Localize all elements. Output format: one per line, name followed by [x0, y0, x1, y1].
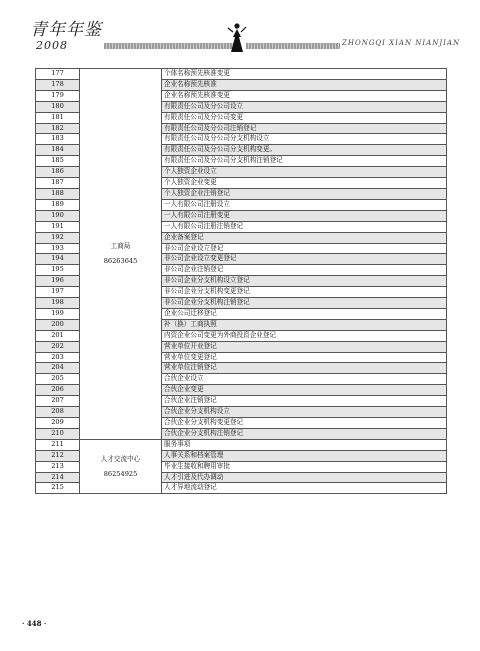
item-description: 毕业生接收和聘用审批 [162, 461, 447, 472]
item-number: 209 [36, 418, 80, 429]
item-number: 190 [36, 210, 80, 221]
page-number: · 448 · [22, 619, 47, 628]
item-number: 202 [36, 341, 80, 352]
page-header [26, 22, 466, 56]
item-number: 187 [36, 178, 80, 189]
item-description: 人事关系和档案管理 [162, 450, 447, 461]
item-number: 181 [36, 112, 80, 123]
item-number: 180 [36, 101, 80, 112]
item-number: 201 [36, 330, 80, 341]
item-number: 196 [36, 276, 80, 287]
item-number: 191 [36, 221, 80, 232]
department-phone: 86254925 [103, 470, 138, 479]
dancer-icon [226, 22, 248, 54]
department-phone: 86263645 [103, 257, 138, 266]
item-description: 非公司企业分支机构注销登记 [162, 298, 447, 309]
item-description: 合伙企业设立 [162, 374, 447, 385]
item-description: 合伙企业分支机构变更登记 [162, 418, 447, 429]
item-number: 197 [36, 287, 80, 298]
item-description: 合伙企业分支机构注销登记 [162, 428, 447, 439]
table-row [36, 69, 447, 80]
header-rule-left [104, 43, 234, 49]
item-number: 206 [36, 385, 80, 396]
item-number: 203 [36, 352, 80, 363]
item-description: 非公司企业设立变更登记 [162, 254, 447, 265]
item-description: 内资企业公司变更为外商投资企业登记 [162, 330, 447, 341]
item-description: 有限责任公司及分公司分支机构注销登记 [162, 156, 447, 167]
item-description: 个人独资企业设立 [162, 167, 447, 178]
department-name: 人才交流中心 [100, 455, 141, 464]
item-number: 189 [36, 199, 80, 210]
item-description: 人才引进及代办调动 [162, 472, 447, 483]
item-description: 人才异地流动登记 [162, 483, 447, 494]
item-number: 214 [36, 472, 80, 483]
item-description: 补（换）工商执照 [162, 319, 447, 330]
item-number: 198 [36, 298, 80, 309]
item-description: 企业名称预先核准变更 [162, 90, 447, 101]
item-description: 营业单位注销登记 [162, 363, 447, 374]
item-description: 个体名称预先核准变更 [162, 69, 447, 80]
item-number: 204 [36, 363, 80, 374]
service-items-table [35, 68, 447, 494]
item-description: 个人独资企业变更 [162, 178, 447, 189]
item-number: 199 [36, 308, 80, 319]
item-number: 215 [36, 483, 80, 494]
item-number: 178 [36, 79, 80, 90]
logo-year: 2008 [36, 39, 68, 52]
item-description: 一人有限公司注册注销登记 [162, 221, 447, 232]
item-description: 非公司企业注销登记 [162, 265, 447, 276]
item-number: 188 [36, 188, 80, 199]
department-cell [80, 69, 162, 440]
item-number: 212 [36, 450, 80, 461]
item-description: 合伙企业分支机构设立 [162, 407, 447, 418]
item-description: 企业名称预先核准 [162, 79, 447, 90]
item-number: 185 [36, 156, 80, 167]
item-number: 194 [36, 254, 80, 265]
item-number: 192 [36, 232, 80, 243]
item-description: 合伙企业变更 [162, 385, 447, 396]
item-description: 个人独资企业注销登记 [162, 188, 447, 199]
item-number: 193 [36, 243, 80, 254]
table-row [36, 439, 447, 450]
item-description: 一人有限公司注册变更 [162, 210, 447, 221]
item-description: 非公司企业设立登记 [162, 243, 447, 254]
item-number: 200 [36, 319, 80, 330]
item-description: 非公司企业分支机构变更登记 [162, 287, 447, 298]
yearbook-logo [30, 20, 102, 52]
item-number: 207 [36, 396, 80, 407]
item-description: 营业单位变更登记 [162, 352, 447, 363]
item-number: 213 [36, 461, 80, 472]
item-number: 210 [36, 428, 80, 439]
item-description: 一人有限公司注册设立 [162, 199, 447, 210]
item-number: 205 [36, 374, 80, 385]
item-description: 非公司企业分支机构设立登记 [162, 276, 447, 287]
department-name: 工商局 [110, 242, 131, 251]
item-number: 186 [36, 167, 80, 178]
item-number: 177 [36, 69, 80, 80]
english-title: ZHONGQI XIAN NIANJIAN [342, 39, 461, 47]
department-cell [80, 439, 162, 494]
item-description: 有限责任公司及分公司设立 [162, 101, 447, 112]
item-number: 183 [36, 134, 80, 145]
item-description: 有限责任公司及分公司变更 [162, 112, 447, 123]
item-number: 208 [36, 407, 80, 418]
item-number: 211 [36, 439, 80, 450]
header-rule-right [246, 43, 340, 49]
item-description: 有限责任公司及分公司注销登记 [162, 123, 447, 134]
logo-text: 青年年鉴 [30, 20, 102, 40]
item-description: 企业公司迁移登记 [162, 308, 447, 319]
item-number: 179 [36, 90, 80, 101]
item-number: 182 [36, 123, 80, 134]
item-description: 有限责任公司及分公司分支机构变更。 [162, 145, 447, 156]
item-description: 合伙企业注销登记 [162, 396, 447, 407]
item-number: 184 [36, 145, 80, 156]
item-description: 服务事项 [162, 439, 447, 450]
item-description: 营业单位开业登记 [162, 341, 447, 352]
item-description: 企业备案登记 [162, 232, 447, 243]
item-number: 195 [36, 265, 80, 276]
item-description: 有限责任公司及分公司分支机构设立 [162, 134, 447, 145]
